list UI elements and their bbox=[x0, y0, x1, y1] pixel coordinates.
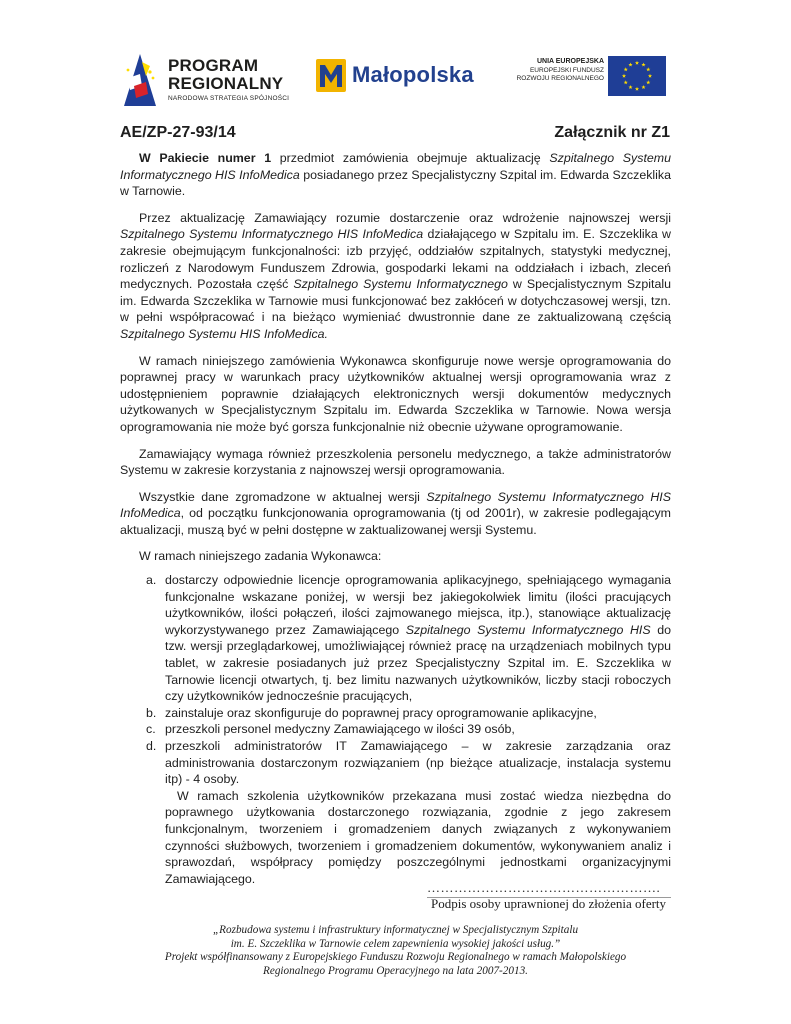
eu-flag-icon bbox=[608, 56, 666, 96]
program-regionalny-line2: REGIONALNY bbox=[168, 74, 284, 93]
footer-line-1: „Rozbudowa systemu i infrastruktury informatycznej w Specjalistycznym Szpitalu bbox=[212, 924, 579, 936]
paragraph-data-migration bbox=[120, 489, 671, 539]
list-item bbox=[146, 572, 671, 705]
system-name: Szpitalnego Systemu Informatycznego HIS bbox=[405, 622, 651, 637]
document-reference: AE/ZP-27-93/14 bbox=[120, 124, 236, 141]
eu-line3: ROZWOJU REGIONALNEGO bbox=[516, 75, 604, 82]
text-span: zainstaluje oraz skonfiguruje do poprawnej pracy oprogramowanie aplikacyjne, bbox=[165, 705, 597, 720]
paragraph-training: Zamawiający wymaga również przeszkolenia personelu medycznego, a także administratorów Systemu w zakresie korzystania z najnowszej wersji oprogramowania. bbox=[120, 446, 671, 478]
paragraph-update-definition bbox=[120, 210, 671, 343]
eu-logo bbox=[516, 56, 666, 98]
system-name: Szpitalnego Systemu HIS InfoMedica. bbox=[120, 326, 328, 341]
system-name: Szpitalnego Systemu Informatycznego bbox=[293, 277, 508, 292]
footer-line-2: im. E. Szczeklika w Tarnowie celem zapewnienia wysokiej jakości usług.” bbox=[230, 937, 561, 950]
text-span: działającego w Szpitalu im. E. Szczeklika w zakresie obejmującym funkcjonalności: izb przyjęć, oddziałów szpitalnych, statystyki medycznej, rozliczeń z Narodowym Funduszem Zdrowia, gospodarki lekami na oddziałach i izbach, zleceń medycznych. Pozostała część bbox=[120, 227, 672, 292]
eu-text bbox=[517, 58, 604, 84]
training-details: W ramach szkolenia użytkowników przekazana musi zostać wiedza niezbędna do poprawnego użytkowania dostarczonego rozwiązania, zgodnie z jego zakresem funkcjonalnym, tworzeniem i gromadzeniem danych związanych z wykonywaniem czynności służbowych, tworzeniem i gromadzeniem dokumentów, wykonywaniem analiz i sprawozdań, współpracy pomiędzy poszczególnymi jednostkami organizacyjnymi Zamawiającego. bbox=[165, 788, 671, 886]
malopolska-logo bbox=[316, 58, 480, 94]
annex-number: Załącznik nr Z1 bbox=[554, 124, 670, 141]
paragraph-configuration: W ramach niniejszego zamówienia Wykonawca skonfiguruje nowe wersje oprogramowania do poprawnej pracy w warunkach pracy użytkowników aktualnej wersji oprogramowania wraz z udostępnieniem poprawnie działających elektronicznych wersji dokumentów medycznych użytkowanych w Specjalistycznym Szpitalu im. Edwarda Szczeklika w Tarnowie. Nowa wersja oprogramowania nie może być gorsza funkcjonalnie niż obecnie używane oprogramowanie. bbox=[120, 353, 671, 434]
package-number: W Pakiecie numer 1 bbox=[139, 151, 272, 165]
program-regionalny-line3: NARODOWA STRATEGIA SPÓJNOŚCI bbox=[168, 95, 290, 102]
text-span: dostarczy odpowiednie licencje oprogramowania aplikacyjnego, spełniającego wymagania funkcjonalne wskazane poniżej, w wersji bez jakiegokolwiek limitu (ilości pracujących użytkowników, ilości połączeń, ilości zajmowanego miejsca, itp.), stanowiące aktualizację wykorzystywanego przez Zamawiającego bbox=[165, 573, 671, 637]
list-item bbox=[146, 721, 671, 738]
list-marker: c. bbox=[146, 722, 156, 737]
text-span: przeszkoli administratorów IT Zamawiającego – w zakresie zarządzania oraz administrowania dostarczonym rozwiązaniem (np bieżące atualizacje, instalacja systemu itp) - 4 osoby. bbox=[165, 739, 671, 787]
text-span: w Specjalistycznym Szpitalu im. Edwarda Szczeklika w Tarnowie musi funkcjonować bez zakłóceń w dotychczasowej wersji, tzn. w pełni współpracować i na bieżąco wymieniać dwustronnie dane ze zaktualizowaną częścią bbox=[120, 277, 671, 325]
document-body bbox=[120, 150, 671, 887]
text-span: przeszkoli personel medyczny Zamawiającego w ilości 39 osób, bbox=[165, 722, 515, 737]
malopolska-name: Małopolska bbox=[352, 62, 474, 87]
text-span: przedmiot zamówienia obejmuje aktualizację bbox=[271, 151, 550, 165]
eu-line1: UNIA EUROPEJSKA bbox=[536, 58, 604, 65]
signature-label: Podpis osoby uprawnionej do złożenia oferty bbox=[431, 896, 667, 911]
text-span: , od początku funkcjonowania oprogramowania (tj od 2001r), w zakresie podlegającym aktualizacji, muszą być w pełni dostępne w zaktualizowanej wersji Systemu. bbox=[120, 506, 671, 537]
system-name: Szpitalnego Systemu Informatycznego HIS InfoMedica bbox=[120, 151, 671, 182]
project-footer bbox=[120, 924, 671, 978]
contractor-tasks-list bbox=[120, 572, 671, 887]
text-span: posiadanego przez Specjalistyczny Szpital im. Edwarda Szczeklika w Tarnowie. bbox=[120, 167, 671, 199]
footer-line-4: Regionalnego Programu Operacyjnego na lata 2007-2013. bbox=[263, 964, 528, 977]
text-span: do tzw. wersji przeglądarkowej, umożliwiającej również pracę na urządzeniach mobilnych typu tablet, w zakresie posiadanych już przez Specjalistyczny Szpital im. E. Szczeklika w Tarnowie licencji otwartych, tj. bez limitu nazwanych użytkowników, liczby stacji roboczych czy użytkowników jednocześnie pracujących, bbox=[165, 622, 671, 704]
list-item bbox=[146, 705, 671, 722]
footer-line-3: Projekt współfinansowany z Europejskiego Funduszu Rozwoju Regionalnego w ramach Małopolskiego bbox=[164, 951, 627, 964]
list-marker: d. bbox=[146, 739, 157, 753]
program-regionalny-logo bbox=[120, 52, 300, 110]
paragraph-package-scope bbox=[120, 150, 671, 200]
text-span: Wszystkie dane zgromadzone w aktualnej wersji bbox=[139, 489, 427, 504]
list-marker: a. bbox=[146, 573, 157, 588]
system-name: Szpitalnego Systemu Informatycznego HIS InfoMedica bbox=[120, 489, 671, 521]
eu-line2: EUROPEJSKI FUNDUSZ bbox=[529, 66, 604, 74]
program-regionalny-emblem-icon bbox=[120, 52, 160, 108]
text-span: Przez aktualizację Zamawiający rozumie dostarczenie oraz wdrożenie najnowszej wersji bbox=[139, 210, 671, 225]
signature-dots: ……………………………………………. bbox=[427, 880, 661, 895]
list-marker: b. bbox=[146, 705, 157, 720]
malopolska-crest-icon bbox=[316, 59, 346, 92]
program-regionalny-line1: PROGRAM bbox=[168, 56, 259, 75]
contractor-tasks-lead: W ramach niniejszego zadania Wykonawca: bbox=[139, 549, 382, 564]
system-name: Szpitalnego Systemu Informatycznego HIS InfoMedica bbox=[120, 227, 424, 242]
list-item bbox=[146, 738, 671, 887]
